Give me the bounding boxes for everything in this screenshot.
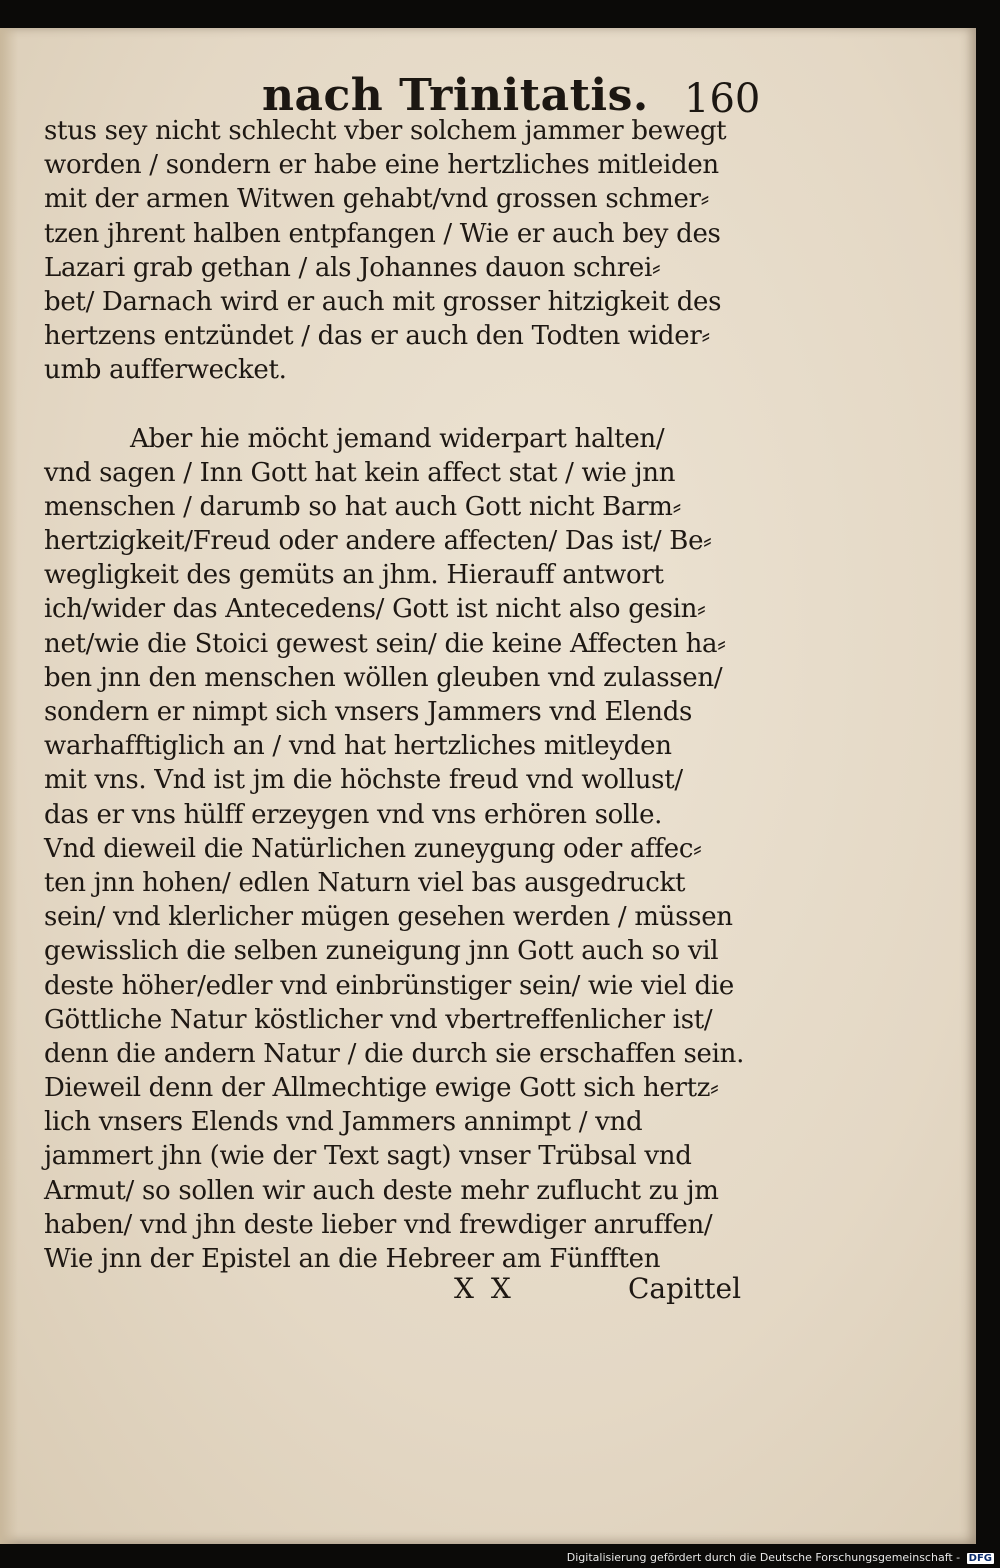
text-line: ich/wider das Antecedens/ Gott ist nicht also gesin⸗ bbox=[44, 594, 706, 625]
text-line: umb aufferwecket. bbox=[44, 355, 287, 386]
text-line: worden / sondern er habe eine hertzliches mitleiden bbox=[44, 150, 719, 181]
text-line: haben/ vnd jhn deste lieber vnd frewdiger anruffen/ bbox=[44, 1209, 713, 1240]
paragraph-gap bbox=[44, 388, 784, 422]
dfg-logo-icon: DFG bbox=[968, 1553, 992, 1564]
text-line: denn die andern Natur / die durch sie erschaffen sein. bbox=[44, 1038, 745, 1069]
text-line: ten jnn hohen/ edlen Naturn viel bas ausgedruckt bbox=[44, 867, 686, 898]
running-head: nach Trinitatis. bbox=[262, 70, 649, 121]
text-line: hertzigkeit/Freud oder andere affecten/ Das ist/ Be⸗ bbox=[44, 526, 712, 557]
signature-mark: X X bbox=[454, 1272, 515, 1305]
body-text bbox=[44, 114, 784, 1276]
text-line: bet/ Darnach wird er auch mit grosser hitzigkeit des bbox=[44, 286, 722, 317]
text-line: Lazari grab gethan / als Johannes dauon schrei⸗ bbox=[44, 252, 661, 283]
text-line: Armut/ so sollen wir auch deste mehr zuflucht zu jm bbox=[44, 1175, 719, 1206]
text-line: vnd sagen / Inn Gott hat kein affect stat / wie jnn bbox=[44, 457, 676, 488]
credit-text: Digitalisierung gefördert durch die Deutsche Forschungsgemeinschaft - bbox=[566, 1551, 961, 1564]
text-line: gewisslich die selben zuneigung jnn Gott auch so vil bbox=[44, 936, 719, 967]
text-line: net/wie die Stoici gewest sein/ die keine Affecten ha⸗ bbox=[44, 628, 726, 659]
text-line: Vnd dieweil die Natürlichen zuneygung oder affec⸗ bbox=[44, 833, 702, 864]
text-line: das er vns hülff erzeygen vnd vns erhören solle. bbox=[44, 799, 663, 830]
digitization-credit bbox=[567, 1551, 994, 1564]
text-line: tzen jhrent halben entpfangen / Wie er auch bey des bbox=[44, 218, 721, 249]
text-line: Wie jnn der Epistel an die Hebreer am Fünfften bbox=[44, 1244, 661, 1274]
paragraph-start-line: Aber hie möcht jemand widerpart halten/ bbox=[130, 423, 665, 454]
text-line: hertzens entzündet / das er auch den Todten wider⸗ bbox=[44, 321, 710, 352]
page-footer bbox=[0, 1272, 976, 1312]
text-line: lich vnsers Elends vnd Jammers annimpt / vnd bbox=[44, 1107, 643, 1138]
book-page bbox=[0, 28, 976, 1544]
text-line: stus sey nicht schlecht vber solchem jammer bewegt bbox=[44, 116, 727, 146]
text-line: deste höher/edler vnd einbrünstiger sein/ wie viel die bbox=[44, 970, 734, 1001]
text-line: mit vns. Vnd ist jm die höchste freud vnd wollust/ bbox=[44, 765, 683, 796]
text-line: menschen / darumb so hat auch Gott nicht Barm⸗ bbox=[44, 491, 681, 522]
text-line: warhafftiglich an / vnd hat hertzliches mitleyden bbox=[44, 731, 672, 762]
text-line: jammert jhn (wie der Text sagt) vnser Trübsal vnd bbox=[44, 1141, 692, 1172]
text-line: sondern er nimpt sich vnsers Jammers vnd Elends bbox=[44, 697, 693, 727]
text-line: wegligkeit des gemüts an jhm. Hierauff antwort bbox=[44, 560, 664, 591]
page-gutter-shadow bbox=[0, 28, 18, 1544]
text-line: Göttliche Natur köstlicher vnd vbertreffenlicher ist/ bbox=[44, 1004, 713, 1035]
page-number: 160 bbox=[684, 76, 761, 122]
catchword: Capittel bbox=[628, 1272, 742, 1305]
text-line: mit der armen Witwen gehabt/vnd grossen schmer⸗ bbox=[44, 184, 710, 215]
text-line: Dieweil denn der Allmechtige ewige Gott sich hertz⸗ bbox=[44, 1073, 719, 1104]
text-line: ben jnn den menschen wöllen gleuben vnd zulassen/ bbox=[44, 662, 723, 693]
text-line: sein/ vnd klerlicher mügen gesehen werden / müssen bbox=[44, 902, 733, 933]
